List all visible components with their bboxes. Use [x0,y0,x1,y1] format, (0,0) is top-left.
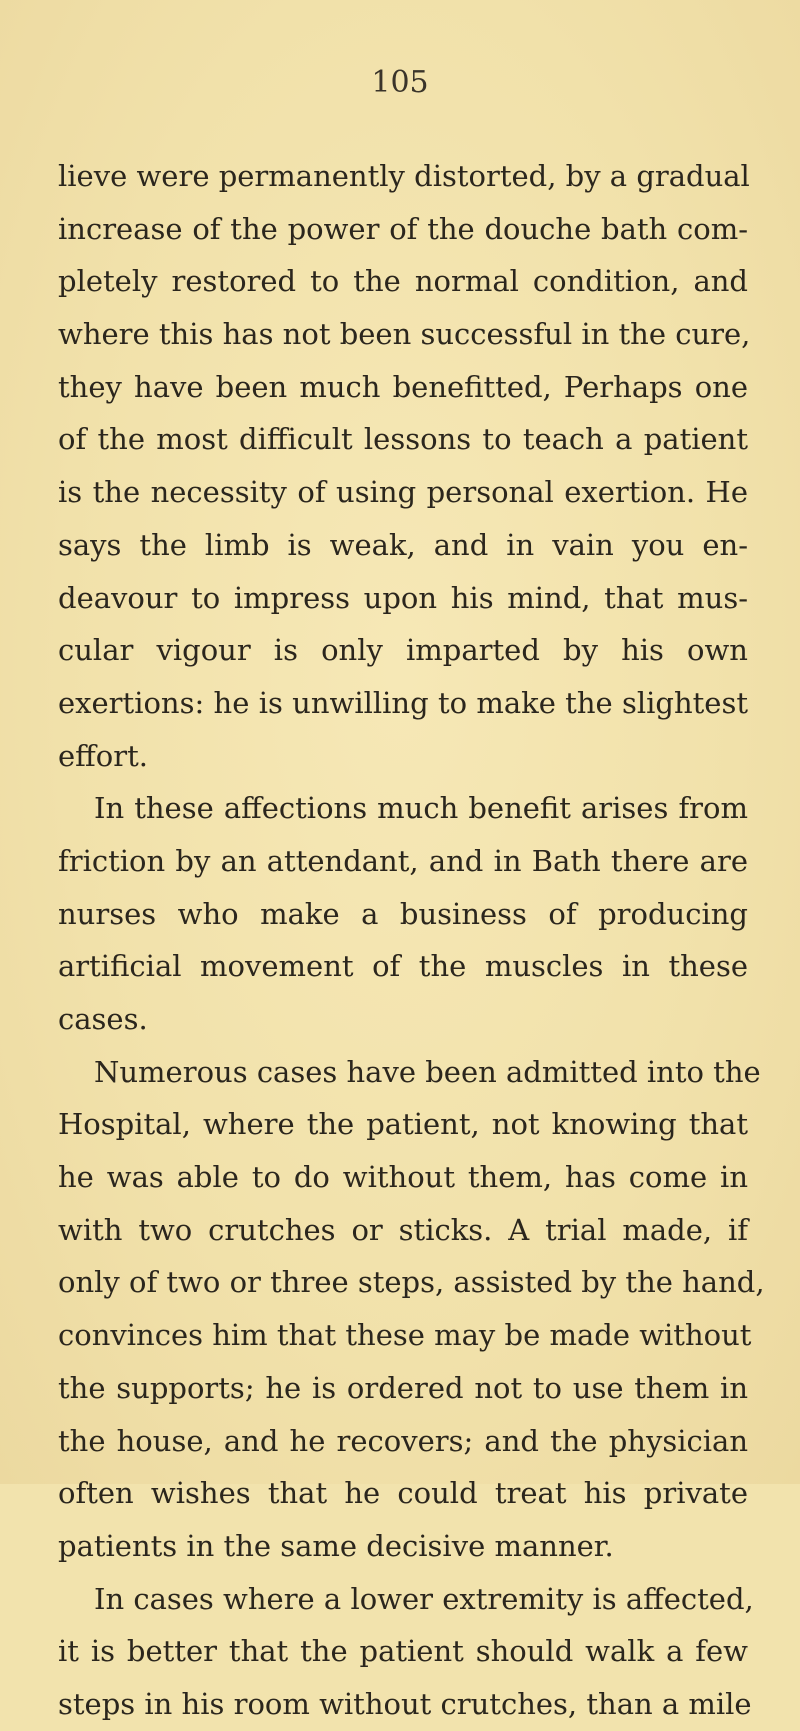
text-line: the supports; he is ordered not to use them in [58,1370,748,1405]
text-line: where this has not been successful in the cure, [58,317,751,352]
text-line: increase of the power of the douche bath com- [58,211,748,246]
text-line: cases. [58,1002,148,1036]
text-line: patients in the same decisive manner. [58,1528,614,1563]
text-line: pletely restored to the normal condition, and [58,264,748,299]
text-line: artificial movement of the muscles in these [58,949,748,984]
text-line: Numerous cases have been admitted into the [94,1054,761,1089]
text-line: they have been much benefitted, Perhaps one [58,369,748,404]
text-line: convinces him that these may be made without [58,1318,752,1353]
text-line: the house, and he recovers; and the physician [58,1423,748,1458]
text-line: In these affections much benefit arises from [94,791,748,826]
text-line: says the limb is weak, and in vain you en- [58,527,748,562]
text-line: effort. [58,738,148,773]
text-line: Hospital, where the patient, not knowing that [58,1107,748,1142]
text-line: nurses who make a business of producing [58,896,748,931]
text-line: deavour to impress upon his mind, that mus- [58,580,748,615]
text-line: he was able to do without them, has come in [58,1160,748,1195]
text-line: exertions: he is unwilling to make the slightest [58,685,748,720]
text-line: often wishes that he could treat his private [58,1476,748,1511]
text-line: it is better that the patient should walk a few [58,1634,748,1669]
text-line: is the necessity of using personal exertion. He [58,475,748,510]
text-line: In cases where a lower extremity is affected, [94,1581,754,1616]
text-line: cular vigour is only imparted by his own [58,633,748,668]
text-line: steps in his room without crutches, than a mile [58,1686,752,1721]
text-line: friction by an attendant, and in Bath there are [58,843,748,878]
text-line: only of two or three steps, assisted by the hand, [58,1265,765,1300]
body-text [58,150,765,1731]
text-line: lieve were permanently distorted, by a gradual [58,159,750,193]
text-line: with two crutches or sticks. A trial made, if [58,1212,748,1247]
text-line: of the most difficult lessons to teach a patient [58,422,748,457]
page-number: 105 [371,65,429,100]
